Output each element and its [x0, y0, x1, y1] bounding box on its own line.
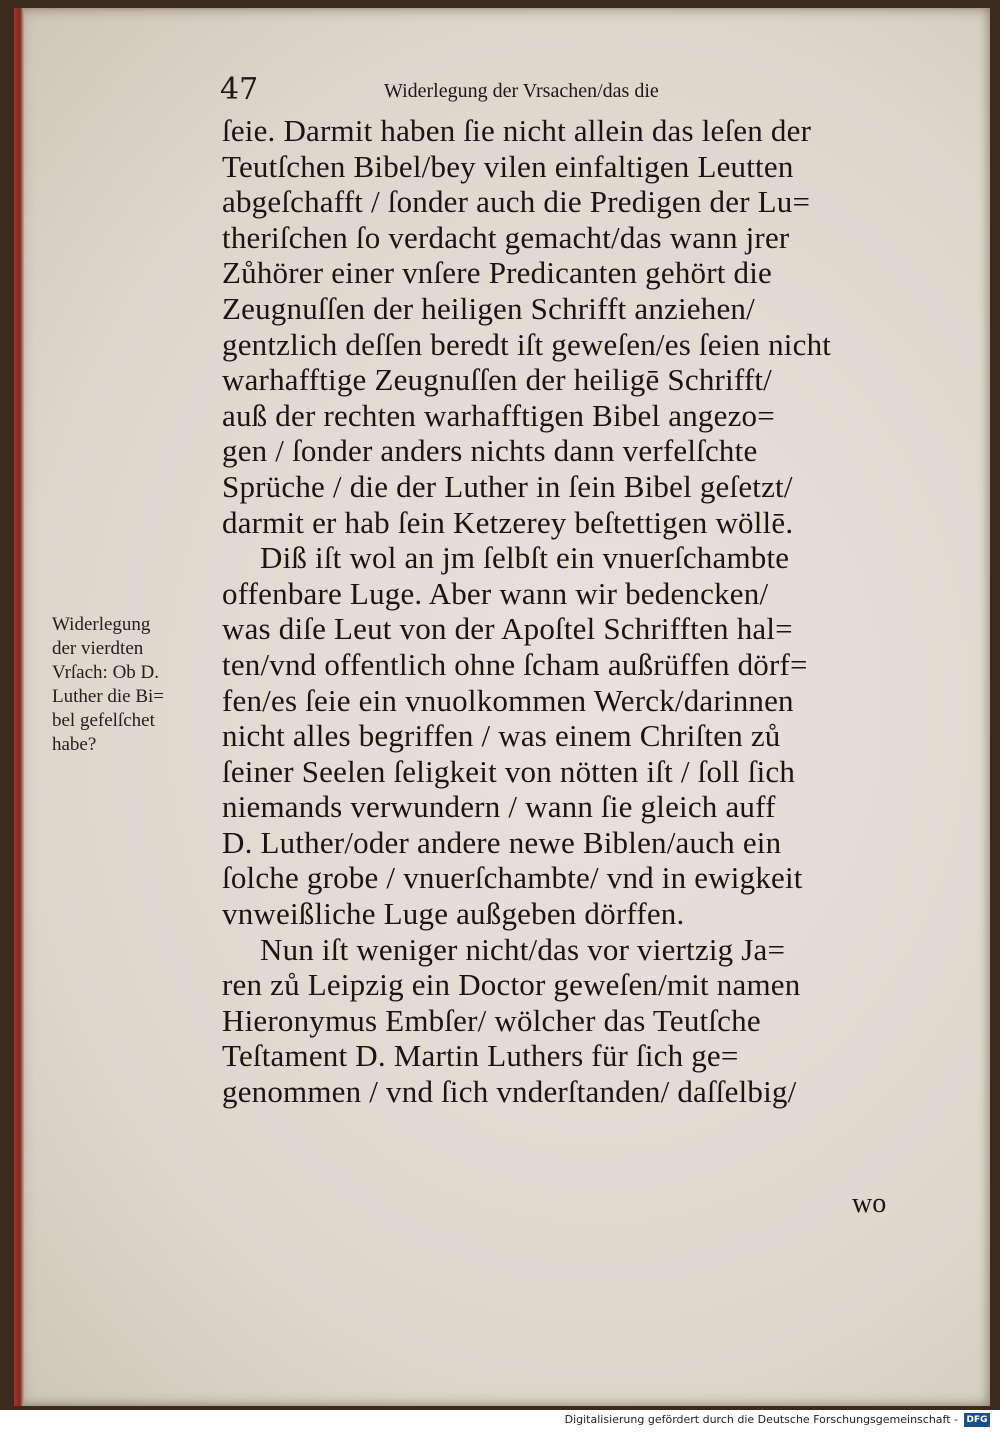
body-line: ren zů Leipzig ein Doctor geweſen/mit namen — [222, 967, 801, 1003]
body-line: warhafftige Zeugnuſſen der heiligē Schrifft/ — [222, 362, 772, 398]
body-line: Zůhörer einer vnſere Predicanten gehört die — [222, 255, 772, 291]
body-line: vnweißliche Luge außgeben dörffen. — [222, 896, 685, 932]
marginal-note-line: Widerlegung — [52, 614, 151, 635]
running-head: Widerlegung der Vrsachen/das die — [384, 80, 659, 102]
marginal-note-line: bel gefelſchet — [52, 710, 155, 731]
body-line: ſeiner Seelen ſeligkeit von nötten iſt / ſoll ſich — [222, 753, 796, 789]
body-line: Sprüche / die der Luther in ſein Bibel geſetzt/ — [222, 468, 793, 504]
body-line: D. Luther/oder andere newe Biblen/auch ein — [222, 824, 782, 860]
body-line: ten/vnd offentlich ohne ſcham außrüffen dörf= — [222, 646, 808, 682]
body-line: ſolche grobe / vnuerſchambte/ vnd in ewigkeit — [222, 860, 803, 896]
body-line: fen/es ſeie ein vnuolkommen Werck/darinnen — [222, 682, 794, 718]
body-text — [222, 113, 922, 1110]
page-header — [220, 72, 780, 108]
page-gutter — [14, 8, 24, 1406]
body-line: gentzlich deſſen beredt iſt geweſen/es ſeien nicht — [222, 326, 832, 362]
body-line: Teſtament D. Martin Luthers für ſich ge= — [222, 1038, 739, 1074]
body-line: ſeie. Darmit haben ſie nicht allein das leſen der — [222, 113, 812, 148]
body-line: Diß iſt wol an jm ſelbſt ein vnuerſchambte — [260, 540, 790, 576]
body-line: was diſe Leut von der Apoſtel Schrifften hal= — [222, 611, 793, 647]
marginal-note — [52, 613, 222, 757]
body-line: theriſchen ſo verdacht gemacht/das wann jrer — [222, 219, 790, 255]
body-line: nicht alles begriffen / was einem Chriſten zů — [222, 718, 781, 754]
marginal-note-line: habe? — [52, 734, 97, 755]
body-line: Zeugnuſſen der heiligen Schrifft anziehen/ — [222, 290, 755, 326]
body-line: niemands verwundern / wann ſie gleich auff — [222, 789, 776, 825]
body-line: Nun iſt weniger nicht/das vor viertzig Ja= — [260, 931, 786, 967]
body-line: offenbare Luge. Aber wann wir bedencken/ — [222, 575, 769, 611]
catchword: wo — [852, 1188, 887, 1219]
marginal-note-line: Luther die Bi= — [52, 686, 165, 707]
marginal-note-line: Vrſach: Ob D. — [52, 662, 160, 683]
body-line: gen / ſonder anders nichts dann verfelſchte — [222, 433, 758, 469]
body-line: abgeſchafft / ſonder auch die Predigen der Lu= — [222, 184, 811, 220]
page-number: 47 — [220, 72, 259, 107]
body-line: auß der rechten warhafftigen Bibel angezo= — [222, 397, 775, 433]
marginal-note-line: der vierdten — [52, 638, 144, 659]
body-line: Teutſchen Bibel/bey vilen einfaltigen Leutten — [222, 148, 794, 184]
dfg-logo: DFG — [964, 1413, 990, 1427]
footer-bar — [0, 1410, 1000, 1432]
funding-credit: Digitalisierung gefördert durch die Deutsche Forschungsgemeinschaft - — [564, 1413, 958, 1426]
body-line: genommen / vnd ſich vnderſtanden/ daſſelbig/ — [222, 1074, 797, 1110]
body-line: darmit er hab ſein Ketzerey beſtettigen wöllē. — [222, 504, 794, 540]
body-line: Hieronymus Embſer/ wölcher das Teutſche — [222, 1002, 761, 1038]
